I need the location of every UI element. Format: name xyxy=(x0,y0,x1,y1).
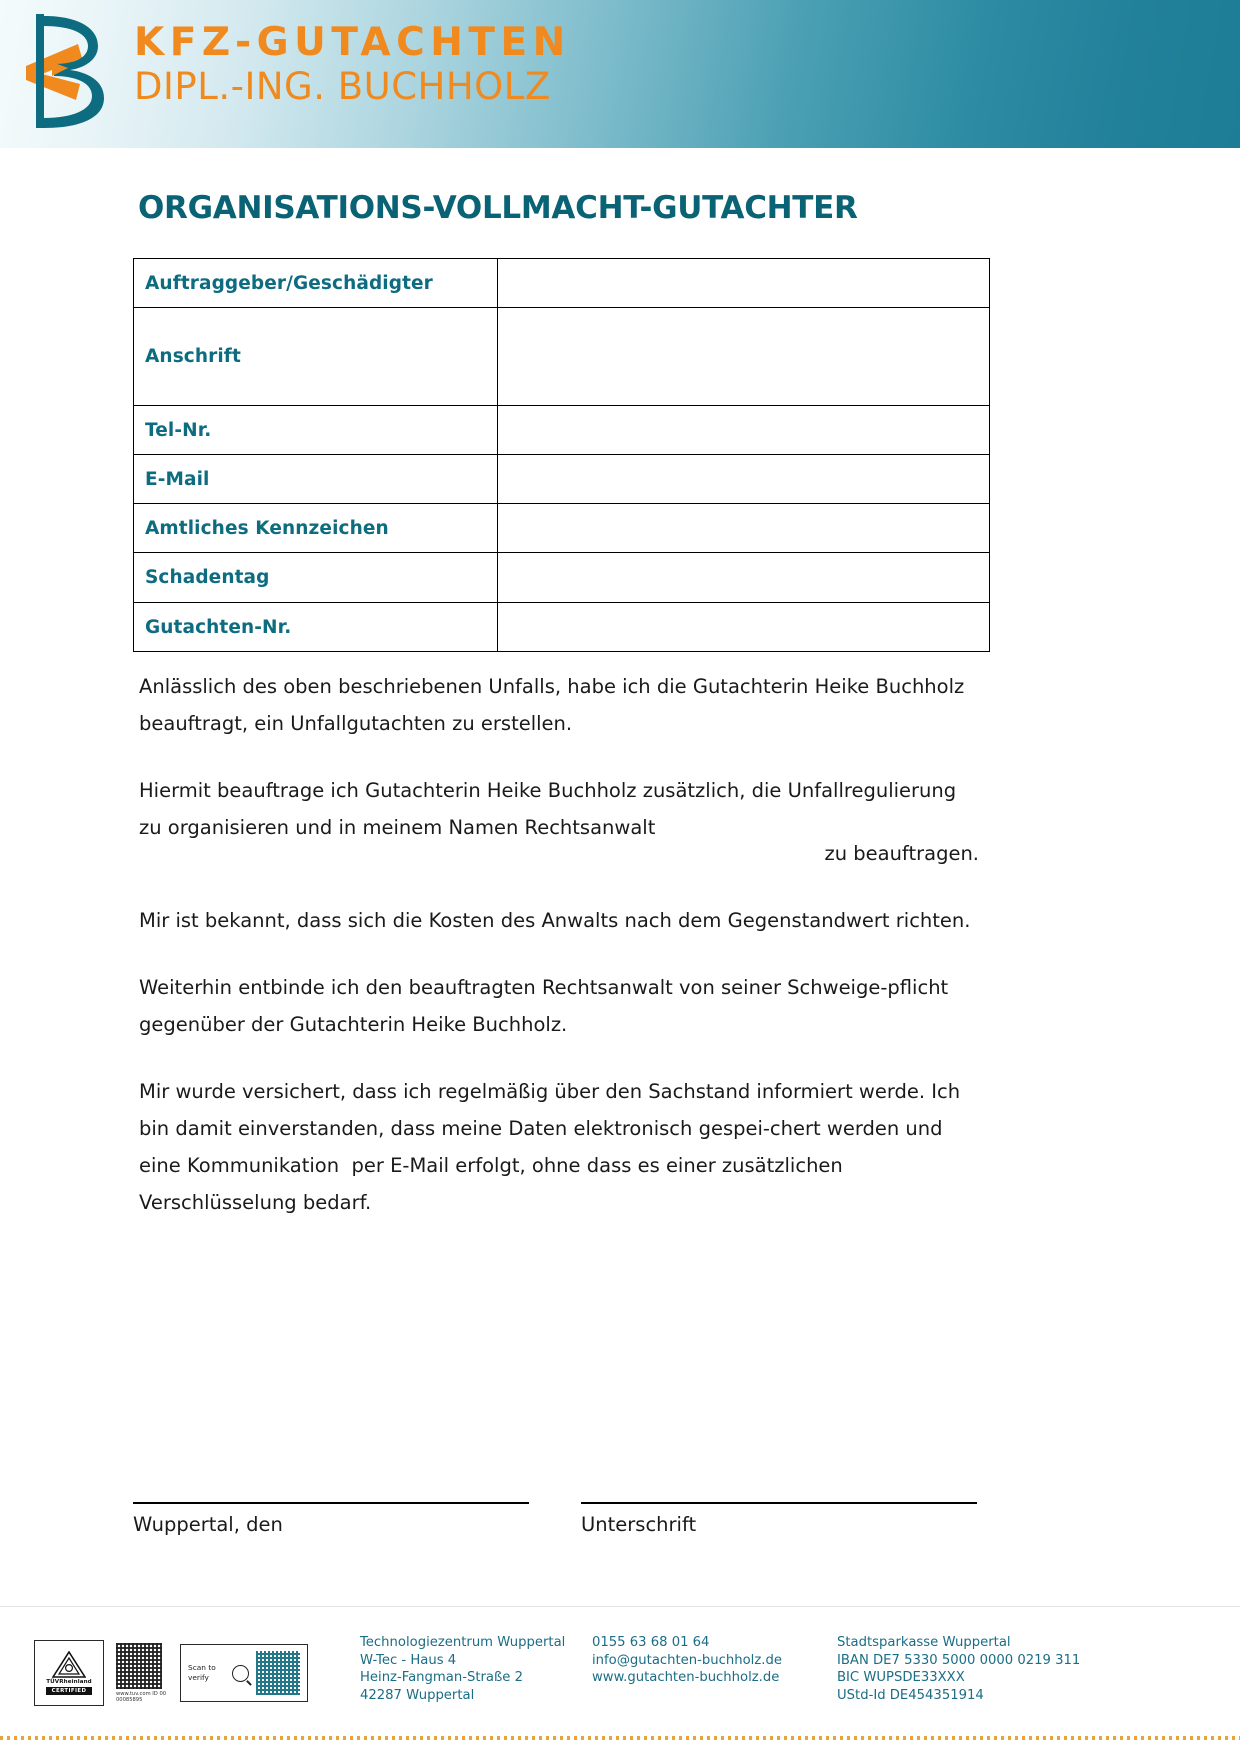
field-label-gutachten-nr: Gutachten-Nr. xyxy=(134,603,498,652)
magnifier-icon xyxy=(232,1665,249,1682)
paragraph-mandate-tail: zu beauftragen. xyxy=(824,842,979,865)
footer-address-column xyxy=(360,1634,592,1704)
table-row xyxy=(134,504,990,553)
verify-qr-code-icon[interactable] xyxy=(256,1651,300,1695)
brand-text-group xyxy=(134,22,571,109)
footer-website[interactable]: www.gutachten-buchholz.de xyxy=(592,1670,780,1685)
footer-address-line-2: W-Tec - Haus 4 xyxy=(360,1652,457,1668)
signature-area xyxy=(133,1502,978,1536)
tuv-qr-code-icon[interactable] xyxy=(116,1643,162,1689)
field-input-auftraggeber[interactable] xyxy=(498,259,990,308)
field-label-tel-nr: Tel-Nr. xyxy=(134,406,498,455)
field-input-tel-nr[interactable] xyxy=(498,406,990,455)
tuv-certified-label: CERTIFIED xyxy=(46,1687,93,1695)
tuv-qr-group xyxy=(116,1643,168,1704)
tuv-rheinland-certified-icon xyxy=(34,1640,104,1706)
paragraph-engagement: Anlässlich des oben beschriebenen Unfalls, habe ich die Gutachterin Heike Buchholz beauftragt, ein Unfallgutachten zu erstellen. xyxy=(139,675,971,735)
field-input-gutachten-nr[interactable] xyxy=(498,603,990,652)
applicant-details-table xyxy=(133,258,990,652)
brand-title-primary: KFZ-GUTACHTEN xyxy=(134,20,571,65)
field-label-auftraggeber: Auftraggeber/Geschädigter xyxy=(134,259,498,308)
page-footer xyxy=(0,1596,1240,1754)
field-input-email[interactable] xyxy=(498,455,990,504)
field-label-anschrift: Anschrift xyxy=(134,308,498,406)
field-label-kennzeichen: Amtliches Kennzeichen xyxy=(134,504,498,553)
header-brand-group xyxy=(22,6,571,134)
signature-label: Unterschrift xyxy=(581,1513,697,1536)
footer-contact-column xyxy=(592,1634,837,1704)
footer-address-line-3: Heinz-Fangman-Straße 2 xyxy=(360,1670,524,1685)
paragraph-data-consent: Mir wurde versichert, dass ich regelmäßig über den Sachstand informiert werde. Ich bin damit einverstanden, dass meine Daten elektronisch gespei-chert werden und eine Kommunikation per E-Mail erfolgt, ohne dass es einer zusätzlichen Verschlüsselung bedarf. xyxy=(139,1080,967,1214)
brand-title-secondary: DIPL.-ING. BUCHHOLZ xyxy=(134,65,551,109)
page-title: ORGANISATIONS-VOLLMACHT-GUTACHTER xyxy=(138,190,858,226)
footer-address-line-4: 42287 Wuppertal xyxy=(360,1687,475,1703)
footer-email[interactable]: info@gutachten-buchholz.de xyxy=(592,1652,782,1668)
paragraph-mandate: Hiermit beauftrage ich Gutachterin Heike Buchholz zusätzlich, die Unfallregulierung zu organisieren und in meinem Namen Rechtsanwalt xyxy=(139,779,963,839)
table-row xyxy=(134,308,990,406)
paragraph-confidentiality: Weiterhin entbinde ich den beauftragten Rechtsanwalt von seiner Schweige-pflicht gegenüber der Gutachterin Heike Buchholz. xyxy=(139,976,955,1036)
paragraph-costs: Mir ist bekannt, dass sich die Kosten des Anwalts nach dem Gegenstandwert richten. xyxy=(139,909,971,932)
signature-line[interactable] xyxy=(581,1502,977,1504)
signature-column xyxy=(581,1502,977,1536)
footer-phone[interactable]: 0155 63 68 01 64 xyxy=(592,1635,710,1650)
table-row xyxy=(134,259,990,308)
footer-divider xyxy=(0,1606,1240,1607)
table-row xyxy=(134,455,990,504)
field-label-schadentag: Schadentag xyxy=(134,553,498,603)
tuv-brand-label: TÜVRheinland xyxy=(46,1679,92,1685)
footer-contact-columns xyxy=(360,1634,1137,1704)
footer-bank-column xyxy=(837,1634,1137,1704)
signature-place-date-column xyxy=(133,1502,529,1536)
footer-bic: BIC WUPSDE33XXX xyxy=(837,1670,965,1685)
table-row xyxy=(134,553,990,603)
field-input-schadentag[interactable] xyxy=(498,553,990,603)
footer-dotted-rule xyxy=(0,1736,1240,1740)
b-monogram-logo-icon xyxy=(22,6,118,134)
footer-bank-name: Stadtsparkasse Wuppertal xyxy=(837,1635,1011,1650)
field-input-anschrift[interactable] xyxy=(498,308,990,406)
scan-to-verify-badge[interactable] xyxy=(180,1644,308,1702)
field-input-kennzeichen[interactable] xyxy=(498,504,990,553)
footer-certification-badges xyxy=(34,1640,308,1706)
footer-iban: IBAN DE7 5330 5000 0000 0219 311 xyxy=(837,1652,1081,1668)
header-banner xyxy=(0,0,1240,148)
footer-address-line-1: Technologiezentrum Wuppertal xyxy=(360,1635,566,1650)
footer-vat-id: UStd-Id DE454351914 xyxy=(837,1687,984,1703)
document-body xyxy=(139,668,979,1247)
scan-to-verify-label: Scan to verify xyxy=(188,1663,216,1682)
tuv-qr-caption: www.tuv.com ID 0000085895 xyxy=(116,1690,167,1703)
field-label-email: E-Mail xyxy=(134,455,498,504)
table-row xyxy=(134,406,990,455)
signature-line-place-date[interactable] xyxy=(133,1502,529,1504)
signature-label-place-date: Wuppertal, den xyxy=(133,1513,283,1536)
table-row xyxy=(134,603,990,652)
